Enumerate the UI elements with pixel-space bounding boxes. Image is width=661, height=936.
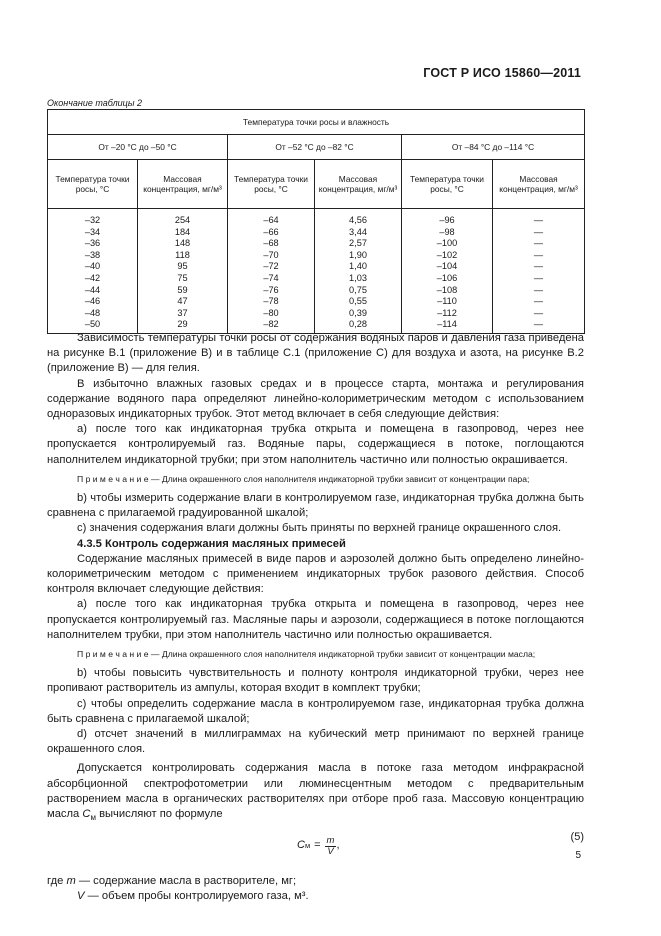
table-cell: –40 — [48, 261, 138, 273]
table-cell: –96 — [402, 209, 493, 227]
range-header-2: От –52 °С до –82 °С — [228, 135, 402, 160]
table-row — [48, 284, 585, 296]
table-cell: — — [493, 238, 585, 250]
table-cell: –108 — [402, 284, 493, 296]
table-cell: –98 — [402, 227, 493, 239]
table-row — [48, 227, 585, 239]
table-cell: –114 — [402, 319, 493, 334]
table-cell: — — [493, 284, 585, 296]
section-heading: 4.3.5 Контроль содержания масляных примесей — [77, 537, 346, 550]
table-cell: — — [493, 296, 585, 308]
formula-number: (5) — [570, 830, 584, 843]
table-cell: –42 — [48, 273, 138, 285]
table-cell: –44 — [48, 284, 138, 296]
document-header: ГОСТ Р ИСО 15860—2011 — [423, 66, 581, 80]
table-cell: 47 — [138, 296, 228, 308]
table-cell: –50 — [48, 319, 138, 334]
table-cell: –110 — [402, 296, 493, 308]
table-cell: –48 — [48, 307, 138, 319]
table-row — [48, 261, 585, 273]
paragraph: Зависимость температуры точки росы от содержания водяных паров и давления газа приведена на рисунке В.1 (приложение В) и в таблице С.1 (приложение С) для воздуха и азота, на рисунке В.2 (приложение В) — для гелия. — [47, 332, 584, 375]
table-cell: 0,55 — [315, 296, 402, 308]
table-cell: 3,44 — [315, 227, 402, 239]
table-cell: 37 — [138, 307, 228, 319]
list-item: b) чтобы повысить чувствительность и полноту контроля индикаторной трубки, через нее пропивают растворитель из ампулы, которая входит в комплект трубки; — [47, 667, 584, 695]
legend-line: V — объем пробы контролируемого газа, м³. — [77, 889, 309, 902]
table-cell: –68 — [228, 238, 315, 250]
range-header-1: От –20 °С до –50 °С — [48, 135, 228, 160]
table-cell: –66 — [228, 227, 315, 239]
list-item: а) после того как индикаторная трубка открыта и помещена в газопровод, через нее пропускается контролируемый газ. Водяные пары, содержащиеся в потоке, поглощаются наполнителем индикаторной трубки; при этом наполнитель частично или полностью окрашивается. — [47, 423, 584, 466]
table-cell: 75 — [138, 273, 228, 285]
page-number: 5 — [575, 850, 581, 861]
table-cell: 118 — [138, 250, 228, 262]
col-header-concentration: Массовая концентрация, мг/м³ — [138, 160, 228, 209]
table-cell: –104 — [402, 261, 493, 273]
dew-point-table — [47, 109, 585, 334]
list-item: c) значения содержания влаги должны быть приняты по верхней границе окрашенного слоя. — [77, 522, 562, 535]
table-cell: — — [493, 261, 585, 273]
table-cell: — — [493, 273, 585, 285]
table-cell: –36 — [48, 238, 138, 250]
table-cell: 1,03 — [315, 273, 402, 285]
col-header-concentration: Массовая концентрация, мг/м³ — [315, 160, 402, 209]
note: П р и м е ч а н и е — Длина окрашенного слоя наполнителя индикаторной трубки зависит от концентрации масла; — [77, 649, 536, 660]
table-cell: –80 — [228, 307, 315, 319]
table-cell: –78 — [228, 296, 315, 308]
legend-line: где m — содержание масла в растворителе, мг; — [47, 874, 297, 887]
table-row — [48, 209, 585, 227]
table-cell: 1,40 — [315, 261, 402, 273]
table-cell: 0,28 — [315, 319, 402, 334]
paragraph: В избыточно влажных газовых средах и в процессе старта, монтажа и регулирования содержание водяного пара определяют линейно-колориметрическим методом с использованием одноразовых индикаторных трубок. Этот метод включает в себя следующие действия: — [47, 377, 584, 421]
table-cell: –74 — [228, 273, 315, 285]
table-cell: –34 — [48, 227, 138, 239]
table-cell: 254 — [138, 209, 228, 227]
table-cell: –82 — [228, 319, 315, 334]
list-item: d) отсчет значений в миллиграммах на кубический метр принимают по верхней границе окрашенного слоя. — [47, 728, 584, 756]
col-header-concentration: Массовая концентрация, мг/м³ — [493, 160, 585, 209]
col-header-temperature: Температура точки росы, °С — [402, 160, 493, 209]
note: П р и м е ч а н и е — Длина окрашенного слоя наполнителя индикаторной трубки зависит от концентрации пара; — [77, 473, 530, 484]
table-cell: 1,90 — [315, 250, 402, 262]
list-item: b) чтобы измерить содержание влаги в контролируемом газе, индикаторная трубка должна быть сравнена с прилагаемой градуированной шкалой; — [47, 492, 584, 520]
table-cell: 2,57 — [315, 238, 402, 250]
table-cell: –102 — [402, 250, 493, 262]
table-cell: — — [493, 319, 585, 334]
body-text — [47, 331, 584, 904]
col-header-temperature: Температура точки росы, °С — [228, 160, 315, 209]
table-cell: –72 — [228, 261, 315, 273]
table-cell: –76 — [228, 284, 315, 296]
table-cell: –100 — [402, 238, 493, 250]
paragraph: Содержание масляных примесей в виде паров и аэрозолей должно быть определено линейно-колориметрическим методом с применением индикаторных трубок разового действия. Способ контроля включает следующие действия: — [47, 552, 584, 596]
table-cell: — — [493, 209, 585, 227]
table-cell: –64 — [228, 209, 315, 227]
table-row — [48, 273, 585, 285]
table-cell: 4,56 — [315, 209, 402, 227]
table-cell: –70 — [228, 250, 315, 262]
table-top-header: Температура точки росы и влажность — [48, 110, 585, 135]
table-cell: 0,75 — [315, 284, 402, 296]
table-cell: –46 — [48, 296, 138, 308]
range-header-3: От –84 °С до –114 °С — [402, 135, 585, 160]
table-cell: 95 — [138, 261, 228, 273]
table-cell: –32 — [48, 209, 138, 227]
list-item: c) чтобы определить содержание масла в контролируемом газе, индикаторная трубка должна быть сравнена с прилагаемой шкалой; — [47, 697, 584, 725]
table-cell: 184 — [138, 227, 228, 239]
table-cell: –106 — [402, 273, 493, 285]
table-row — [48, 307, 585, 319]
table-caption: Окончание таблицы 2 — [47, 98, 142, 108]
table-cell: 0,39 — [315, 307, 402, 319]
table-row — [48, 250, 585, 262]
table-cell: 59 — [138, 284, 228, 296]
table-row — [48, 296, 585, 308]
table-cell: 148 — [138, 238, 228, 250]
col-header-temperature: Температура точки росы, °С — [48, 160, 138, 209]
list-item: а) после того как индикаторная трубка открыта и помещена в газопровод, через нее пропускается контролируемый газ. Масляные пары и аэрозоли, содержащиеся в потоке поглощаются наполнителем трубки, при этом наполнитель частично или полностью окрашивается. — [47, 598, 584, 641]
table-cell: 29 — [138, 319, 228, 334]
table-cell: –112 — [402, 307, 493, 319]
formula-block — [47, 826, 584, 874]
table-cell: — — [493, 307, 585, 319]
table-row — [48, 238, 585, 250]
table-cell: –38 — [48, 250, 138, 262]
table-cell: — — [493, 250, 585, 262]
table-cell: — — [493, 227, 585, 239]
formula: C м = $\frac{m}{V}$ , — [297, 834, 340, 857]
paragraph: Допускается контролировать содержания масла в потоке газа методом инфракрасной абсорбционной спектрофотометрии или люминесцентным методом с предварительным растворением масла в органических растворителях при отборе проб газа. Массовую концентрацию масла $C_м$ вычисляют по формуле — [47, 762, 584, 823]
